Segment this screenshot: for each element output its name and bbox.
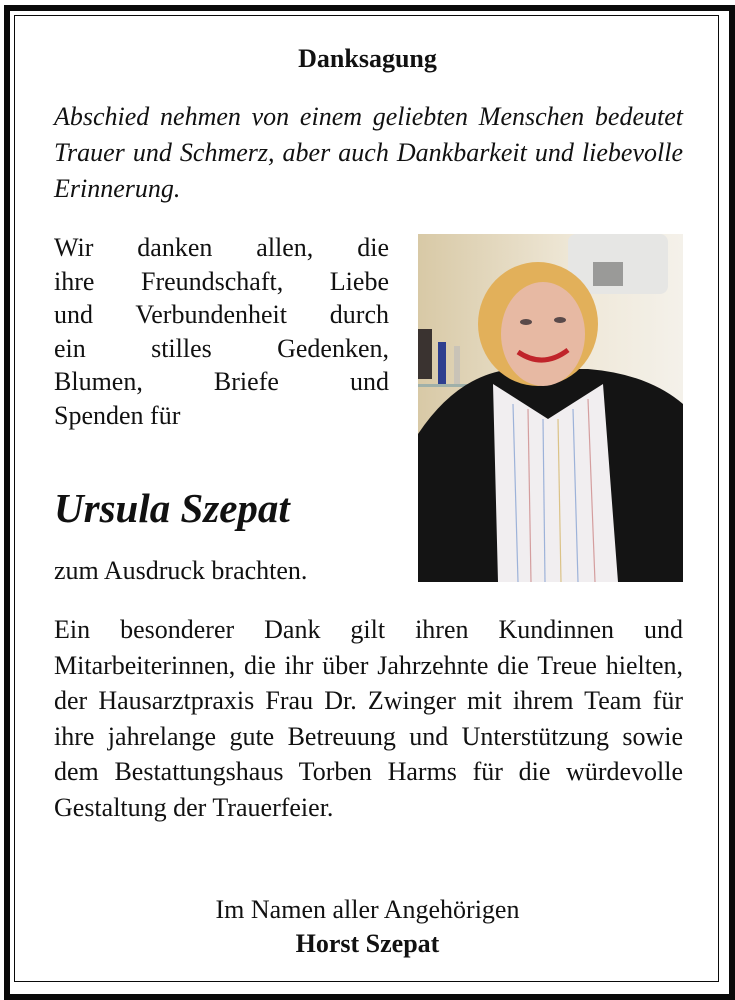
special-thanks-paragraph: Ein besonderer Dank gilt ihren Kundinnen und Mitarbeiterinnen, die ihr über Jahrzehnte die Treue hielten, der Hausarztpraxis Frau Dr. Zwinger mit ihrem Team für ihre jahrelange gute Betreuung und Unterstützung sowie dem Bestattungshaus Torben Harms für die würdevolle Gestaltung der Trauerfeier. [54, 615, 683, 822]
portrait-illustration [418, 234, 683, 582]
signature-line: Im Namen aller Angehörigen [215, 895, 520, 924]
thanks-line: Wir danken allen, die [54, 233, 389, 262]
intro-text: Abschied nehmen von einem geliebten Menschen bedeutet Trauer und Schmerz, aber auch Dankbarkeit und liebevolle Erinnerung. [54, 102, 683, 203]
deceased-name: Ursula Szepat [54, 485, 290, 531]
signature-name: Horst Szepat [295, 929, 440, 958]
thanks-line: und Verbundenheit durch [54, 300, 389, 329]
thanks-line: ein stilles Gedenken, [54, 333, 389, 363]
thanks-line: Blumen, Briefe und [54, 367, 389, 396]
notice-title: Danksagung [298, 44, 437, 73]
thanks-line: ihre Freundschaft, Liebe [54, 266, 389, 296]
thanks-paragraph [54, 231, 389, 432]
thanks-line: Spenden für [54, 400, 181, 430]
expression-text: zum Ausdruck brachten. [54, 556, 308, 585]
portrait-photo [418, 234, 683, 582]
